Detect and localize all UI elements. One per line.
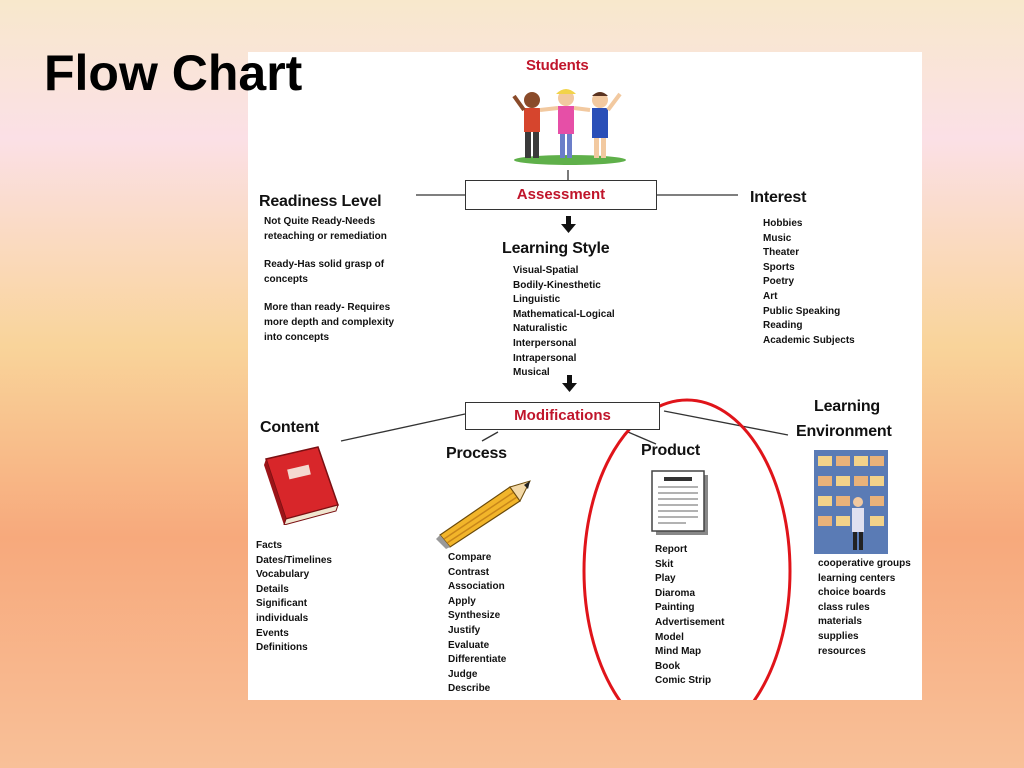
- list-item: Linguistic: [513, 294, 561, 306]
- environment-heading-line1: Learning: [814, 398, 880, 415]
- list-item: Events: [256, 627, 289, 639]
- assessment-box: Assessment: [465, 180, 657, 210]
- list-item: Art: [763, 290, 778, 302]
- list-item: Visual-Spatial: [513, 265, 579, 276]
- list-item: Naturalistic: [513, 323, 568, 335]
- list-item: materials: [818, 616, 862, 628]
- content-heading: Content: [260, 419, 320, 436]
- environment-heading-line2: Environment: [796, 423, 892, 440]
- list-item: Describe: [448, 683, 491, 695]
- list-item: Synthesize: [448, 610, 501, 622]
- list-item: Book: [655, 660, 680, 672]
- list-item: Diaroma: [655, 587, 696, 599]
- environment-list: [818, 557, 911, 659]
- list-item: Mind Map: [655, 646, 702, 658]
- classroom-illustration-icon: [814, 450, 888, 554]
- list-item: Comic Strip: [655, 675, 712, 687]
- readiness-descriptions: [264, 215, 400, 345]
- list-item: Intrapersonal: [513, 352, 577, 364]
- line-environment: [664, 411, 788, 435]
- list-item: resources: [818, 645, 866, 657]
- learning-style-list: [513, 264, 615, 381]
- list-item: Evaluate: [448, 639, 490, 651]
- readiness-heading: Readiness Level: [259, 193, 382, 210]
- list-item: Advertisement: [655, 616, 725, 628]
- list-item: Definitions: [256, 642, 308, 654]
- list-item: Music: [763, 232, 792, 244]
- line-process: [482, 432, 498, 441]
- list-item: Model: [655, 631, 684, 643]
- list-item: Bodily-Kinesthetic: [513, 279, 601, 291]
- interest-heading: Interest: [750, 189, 807, 206]
- list-item: individuals: [256, 612, 309, 624]
- list-item: choice boards: [818, 587, 886, 599]
- list-item: Play: [655, 573, 676, 585]
- list-item: Vocabulary: [256, 569, 310, 581]
- list-item: Interpersonal: [513, 337, 577, 349]
- line-content: [341, 414, 465, 441]
- list-item: Dates/Timelines: [256, 554, 332, 566]
- book-icon: [258, 445, 344, 525]
- product-list: [655, 543, 724, 689]
- list-item: Skit: [655, 558, 674, 570]
- down-arrow-icon: [561, 216, 576, 233]
- list-item: Apply: [448, 595, 476, 607]
- students-illustration-icon: [510, 84, 628, 166]
- list-item: Poetry: [763, 276, 795, 288]
- process-list: [448, 551, 506, 697]
- product-heading: Product: [641, 442, 701, 459]
- modifications-box: Modifications: [465, 402, 660, 430]
- readiness-item: More than ready- Requires more depth and complexity into concepts: [264, 302, 395, 343]
- readiness-item: Not Quite Ready-Needs reteaching or remediation: [264, 216, 387, 242]
- list-item: Significant: [256, 598, 308, 610]
- list-item: class rules: [818, 601, 870, 613]
- learning-style-heading: Learning Style: [502, 240, 610, 257]
- list-item: Musical: [513, 367, 550, 379]
- list-item: cooperative groups: [818, 558, 911, 569]
- list-item: Facts: [256, 540, 283, 551]
- list-item: Differentiate: [448, 654, 507, 666]
- list-item: Sports: [763, 261, 795, 273]
- list-item: Painting: [655, 602, 695, 614]
- process-heading: Process: [446, 445, 507, 462]
- list-item: Details: [256, 583, 289, 595]
- slide-title: Flow Chart: [44, 45, 303, 101]
- pencil-icon: [434, 477, 534, 549]
- list-item: Contrast: [448, 566, 490, 578]
- content-list: [256, 539, 332, 656]
- list-item: Mathematical-Logical: [513, 308, 615, 320]
- list-item: Theater: [763, 247, 800, 259]
- interest-list: [763, 217, 855, 348]
- flowchart-panel: [248, 52, 922, 700]
- list-item: Justify: [448, 624, 481, 636]
- list-item: Association: [448, 581, 505, 593]
- list-item: supplies: [818, 630, 859, 642]
- list-item: Compare: [448, 552, 492, 563]
- students-label: Students: [526, 57, 589, 74]
- list-item: learning centers: [818, 572, 896, 584]
- report-document-icon: [650, 469, 712, 537]
- list-item: Judge: [448, 668, 478, 680]
- list-item: Public Speaking: [763, 305, 841, 317]
- list-item: Academic Subjects: [763, 334, 855, 346]
- list-item: Reading: [763, 320, 803, 332]
- list-item: Hobbies: [763, 218, 803, 229]
- list-item: Report: [655, 544, 688, 555]
- readiness-item: Ready-Has solid grasp of concepts: [264, 259, 385, 285]
